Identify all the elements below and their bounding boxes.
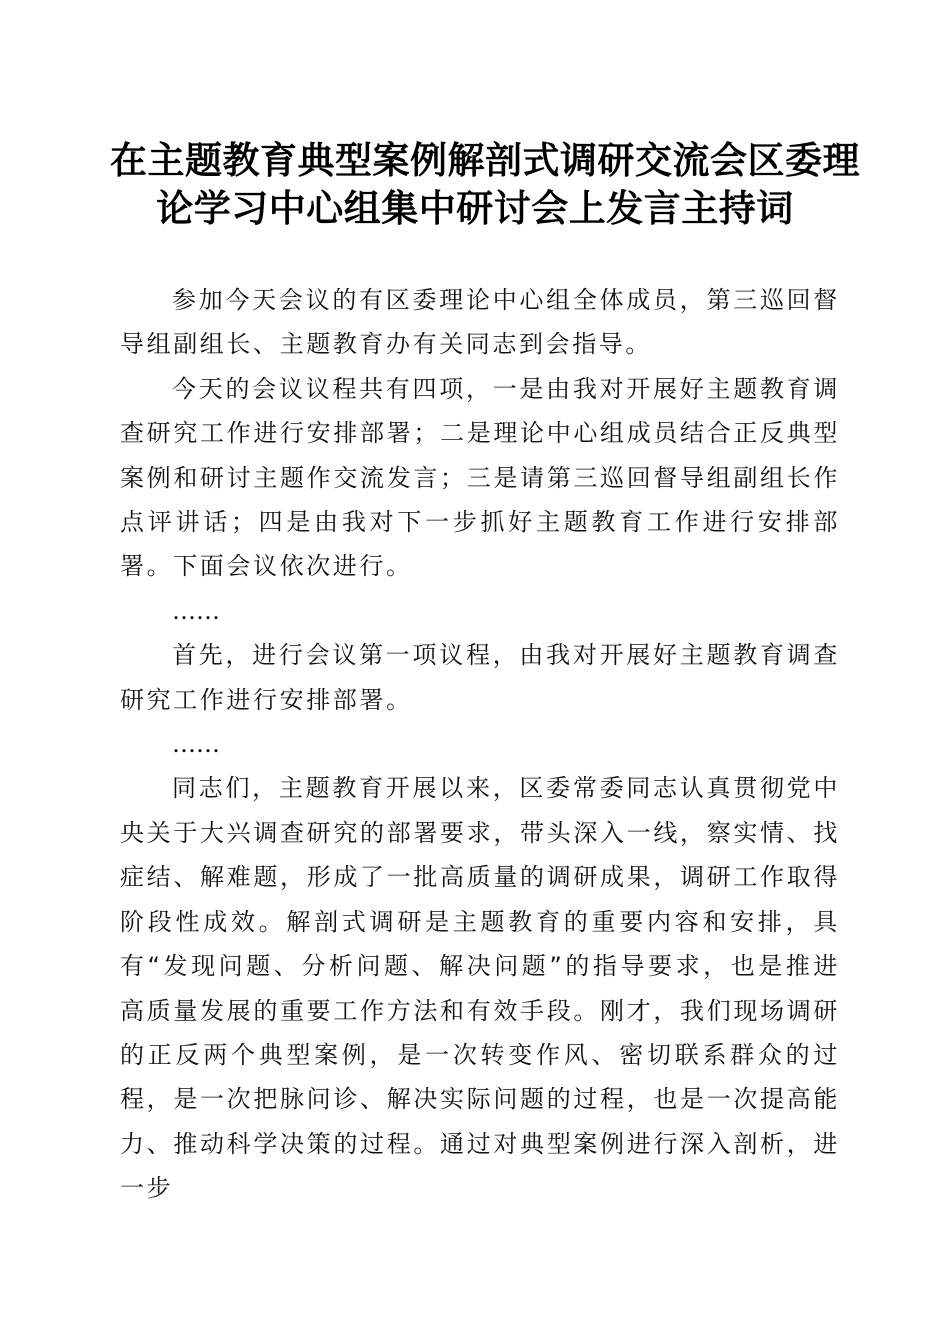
paragraph-attendees: 参加今天会议的有区委理论中心组全体成员，第三巡回督导组副组长、主题教育办有关同志到会指导。	[120, 286, 840, 359]
ellipsis-separator: ……	[172, 596, 220, 625]
document-body	[120, 278, 840, 1211]
document-title-line-2: 论学习中心组集中研讨会上发言主持词	[156, 186, 794, 230]
paragraph-agenda: 今天的会议议程共有四项，一是由我对开展好主题教育调查研究工作进行安排部署；二是理论中心组成员结合正反典型案例和研讨主题作交流发言；三是请第三巡回督导组副组长作点评讲话；四是由我对下一步抓好主题教育工作进行安排部署。下面会议依次进行。	[120, 374, 840, 581]
paragraph-remarks: 同志们，主题教育开展以来，区委常委同志认真贯彻党中央关于大兴调查研究的部署要求，带头深入一线，察实情、找症结、解难题，形成了一批高质量的调研成果，调研工作取得阶段性成效。解剖式调研是主题教育的重要内容和安排，具有“发现问题、分析问题、解决问题”的指导要求，也是推进高质量发展的重要工作方法和有效手段。刚才，我们现场调研的正反两个典型案例，是一次转变作风、密切联系群众的过程，是一次把脉问诊、解决实际问题的过程，也是一次提高能力、推动科学决策的过程。通过对典型案例进行深入剖析，进一步	[120, 774, 840, 1203]
document-title	[110, 136, 860, 232]
paragraph-first-item: 首先，进行会议第一项议程，由我对开展好主题教育调查研究工作进行安排部署。	[120, 641, 840, 714]
ellipsis-separator: ……	[172, 730, 220, 759]
document-title-line-1: 在主题教育典型案例解剖式调研交流会区委理	[110, 138, 860, 182]
